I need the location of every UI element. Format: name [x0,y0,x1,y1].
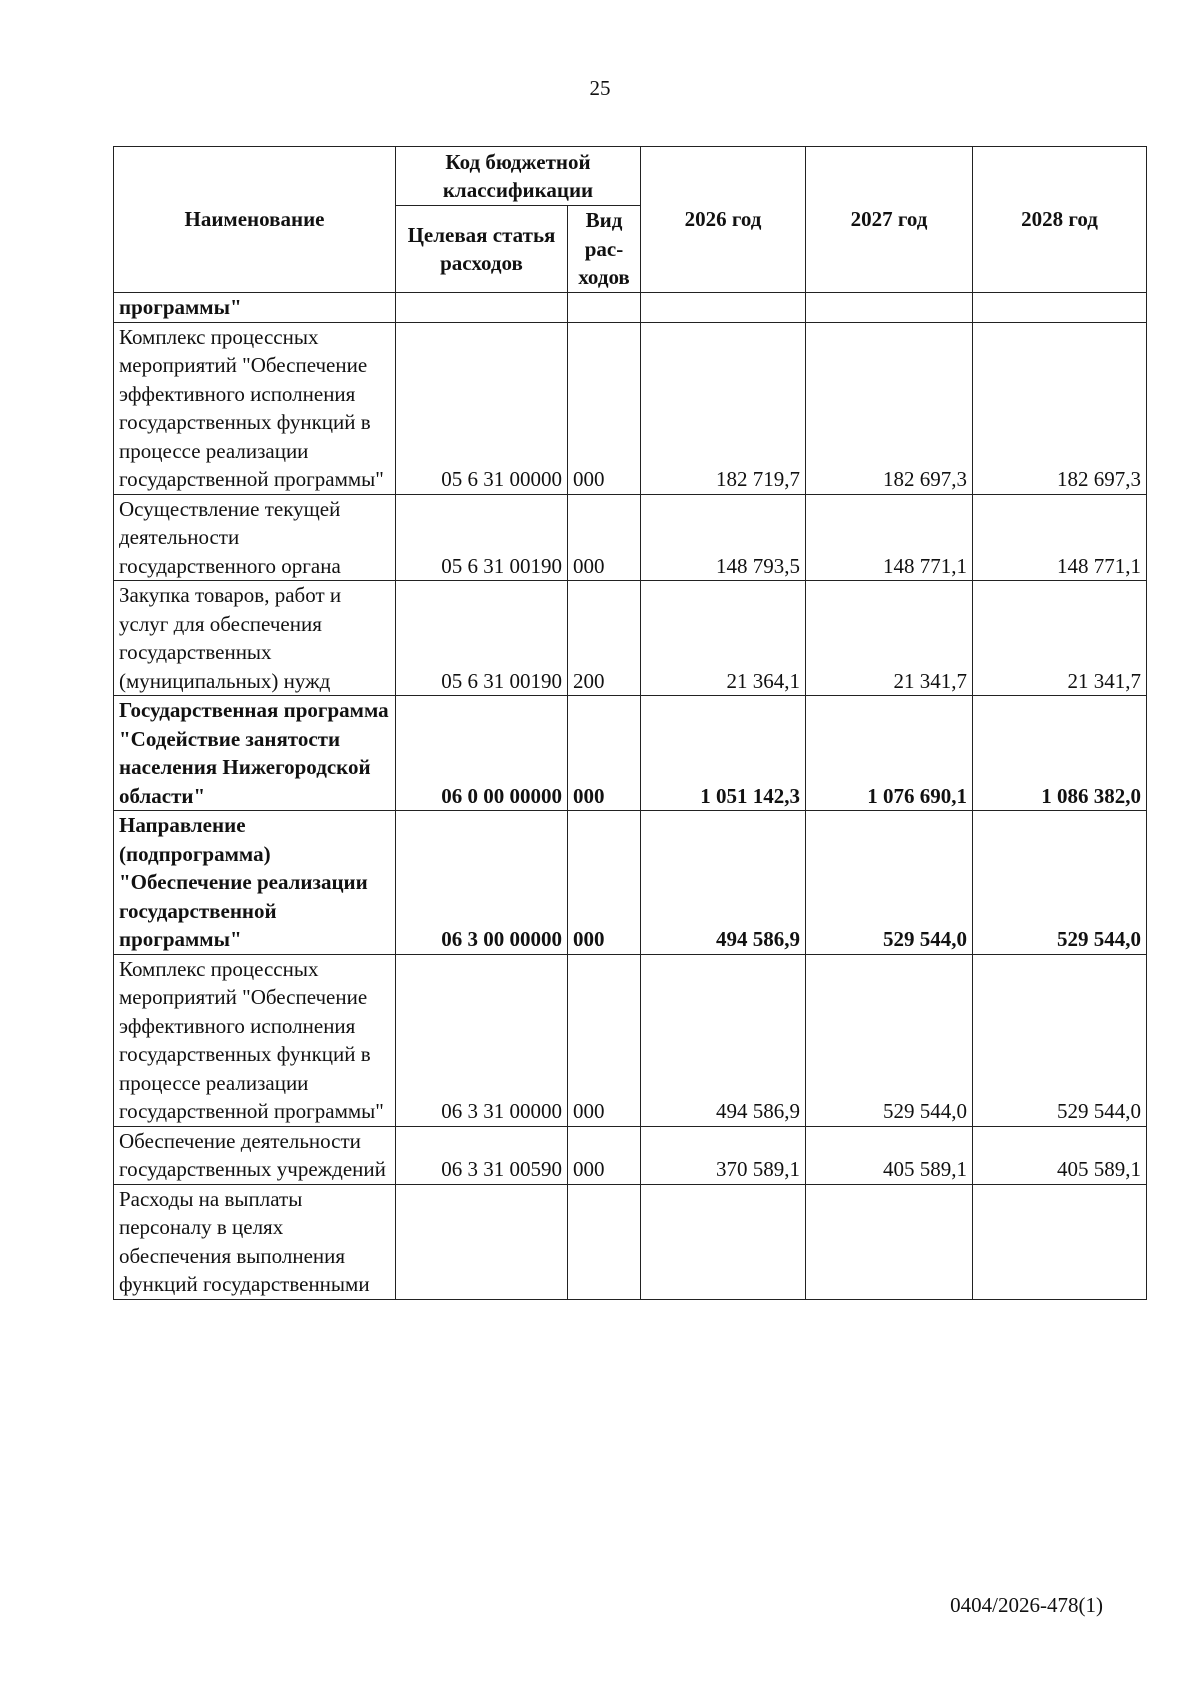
row-expense-kind: 000 [568,696,641,811]
row-expense-kind: 000 [568,1126,641,1184]
row-value-2026: 1 051 142,3 [641,696,806,811]
row-value-2028 [973,293,1147,323]
header-expense-kind: Вид рас-ходов [568,206,641,293]
row-value-2028: 1 086 382,0 [973,696,1147,811]
header-kbk: Код бюджетной классификации [396,147,641,206]
table-body [114,293,1147,1300]
table-row [114,954,1147,1126]
row-target-code: 06 3 31 00000 [396,954,568,1126]
row-value-2028 [973,1184,1147,1299]
row-name: программы" [114,293,396,323]
table-row [114,696,1147,811]
row-expense-kind: 000 [568,494,641,581]
row-name: Направление (подпрограмма) "Обеспечение реализации государственной программы" [114,811,396,955]
row-name: Комплекс процессных мероприятий "Обеспечение эффективного исполнения государственных функций в процессе реализации государственной программы" [114,954,396,1126]
row-value-2027: 529 544,0 [806,954,973,1126]
header-target-article: Целевая статья расходов [396,206,568,293]
page-number: 25 [589,76,611,100]
row-expense-kind: 000 [568,811,641,955]
row-value-2026: 370 589,1 [641,1126,806,1184]
row-expense-kind: 200 [568,581,641,696]
row-value-2026: 494 586,9 [641,954,806,1126]
row-value-2028: 405 589,1 [973,1126,1147,1184]
table-row [114,1126,1147,1184]
table-row [114,322,1147,494]
row-value-2027: 182 697,3 [806,322,973,494]
row-value-2028: 182 697,3 [973,322,1147,494]
row-target-code [396,1184,568,1299]
row-value-2028: 529 544,0 [973,954,1147,1126]
row-target-code: 06 0 00 00000 [396,696,568,811]
row-value-2026: 148 793,5 [641,494,806,581]
row-value-2027: 21 341,7 [806,581,973,696]
row-target-code: 05 6 31 00190 [396,581,568,696]
row-value-2028: 529 544,0 [973,811,1147,955]
row-expense-kind [568,293,641,323]
row-name: Государственная программа "Содействие занятости населения Нижегородской области" [114,696,396,811]
row-value-2027: 405 589,1 [806,1126,973,1184]
row-value-2027: 148 771,1 [806,494,973,581]
row-value-2026: 21 364,1 [641,581,806,696]
row-name: Закупка товаров, работ и услуг для обеспечения государственных (муниципальных) нужд [114,581,396,696]
row-name: Обеспечение деятельности государственных учреждений [114,1126,396,1184]
row-expense-kind: 000 [568,954,641,1126]
row-target-code: 06 3 00 00000 [396,811,568,955]
row-name: Расходы на выплаты персоналу в целях обеспечения выполнения функций государственными [114,1184,396,1299]
row-value-2028: 21 341,7 [973,581,1147,696]
budget-table [113,146,1147,1300]
row-target-code [396,293,568,323]
row-value-2027 [806,1184,973,1299]
row-name: Комплекс процессных мероприятий "Обеспечение эффективного исполнения государственных функций в процессе реализации государственной программы" [114,322,396,494]
header-2027: 2027 год [806,147,973,293]
header-name: Наименование [114,147,396,293]
row-target-code: 05 6 31 00190 [396,494,568,581]
table-row [114,1184,1147,1299]
row-value-2027: 1 076 690,1 [806,696,973,811]
table-row [114,494,1147,581]
document-code: 0404/2026-478(1) [950,1593,1103,1617]
row-value-2026: 494 586,9 [641,811,806,955]
row-target-code: 05 6 31 00000 [396,322,568,494]
header-2026: 2026 год [641,147,806,293]
row-value-2026: 182 719,7 [641,322,806,494]
row-expense-kind [568,1184,641,1299]
table-row [114,581,1147,696]
row-value-2026 [641,1184,806,1299]
row-target-code: 06 3 31 00590 [396,1126,568,1184]
row-value-2028: 148 771,1 [973,494,1147,581]
row-value-2026 [641,293,806,323]
row-name: Осуществление текущей деятельности государственного органа [114,494,396,581]
table-row [114,293,1147,323]
table-row [114,811,1147,955]
row-expense-kind: 000 [568,322,641,494]
row-value-2027: 529 544,0 [806,811,973,955]
row-value-2027 [806,293,973,323]
header-2028: 2028 год [973,147,1147,293]
